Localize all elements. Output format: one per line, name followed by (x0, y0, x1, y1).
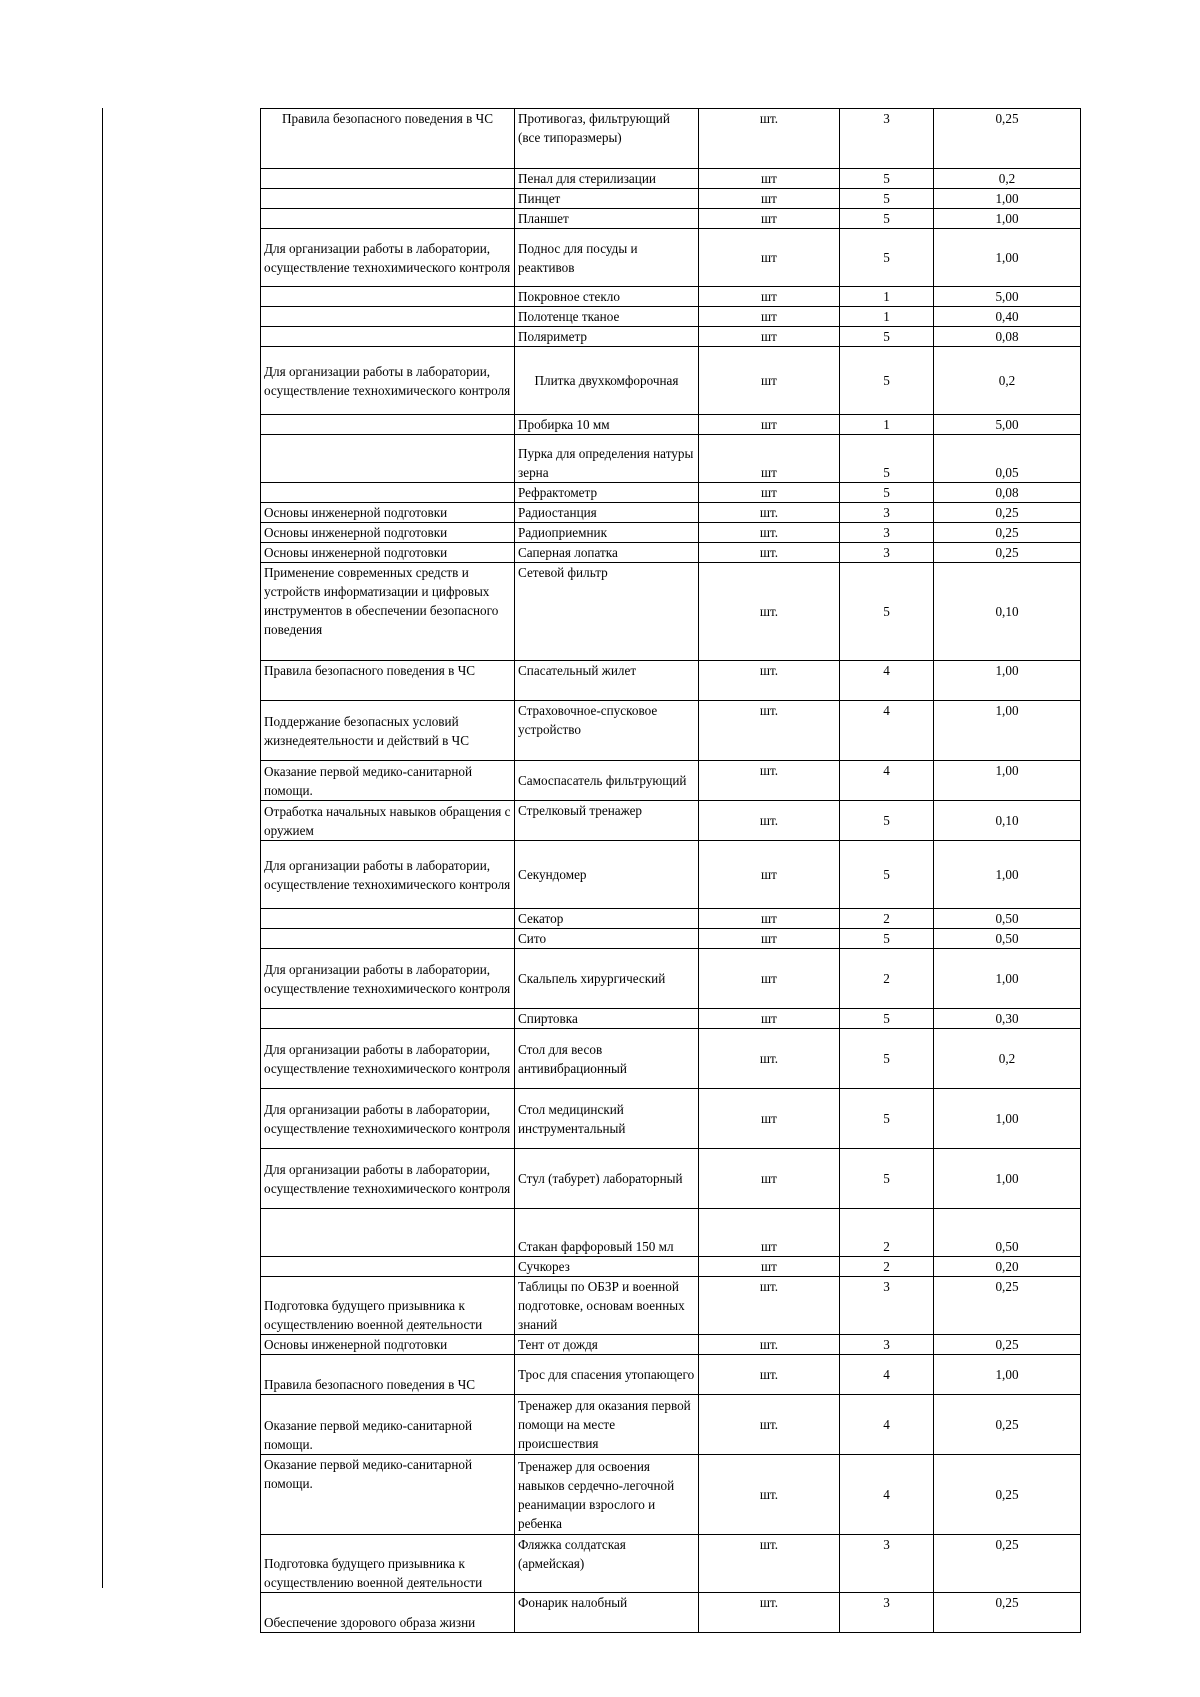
norm-cell: 1,00 (934, 661, 1081, 701)
purpose-cell: Применение современных средств и устройств информатизации и цифровых инструментов в обеспечении безопасного поведения (261, 563, 515, 661)
unit-cell: шт. (699, 563, 840, 661)
item-name-cell: Пробирка 10 мм (515, 415, 699, 435)
purpose-cell: Основы инженерной подготовки (261, 1335, 515, 1355)
item-name-cell: Рефрактометр (515, 483, 699, 503)
unit-cell: шт (699, 287, 840, 307)
quantity-cell: 4 (840, 701, 934, 761)
unit-cell: шт (699, 841, 840, 909)
quantity-cell: 3 (840, 109, 934, 169)
norm-cell: 0,05 (934, 435, 1081, 483)
norm-cell: 1,00 (934, 701, 1081, 761)
quantity-cell: 5 (840, 483, 934, 503)
purpose-cell: Отработка начальных навыков обращения с оружием (261, 801, 515, 841)
table-row (261, 563, 1081, 661)
quantity-cell: 3 (840, 1277, 934, 1335)
norm-cell: 0,40 (934, 307, 1081, 327)
unit-cell: шт. (699, 1335, 840, 1355)
quantity-cell: 2 (840, 909, 934, 929)
norm-cell: 0,50 (934, 929, 1081, 949)
table-row (261, 307, 1081, 327)
table-row (261, 1535, 1081, 1593)
purpose-cell: Оказание первой медико-санитарной помощи. (261, 1395, 515, 1455)
item-name-cell: Сетевой фильтр (515, 563, 699, 661)
unit-cell: шт (699, 415, 840, 435)
unit-cell: шт (699, 229, 840, 287)
unit-cell: шт (699, 435, 840, 483)
table-row (261, 801, 1081, 841)
quantity-cell: 5 (840, 189, 934, 209)
purpose-cell: Основы инженерной подготовки (261, 543, 515, 563)
quantity-cell: 5 (840, 169, 934, 189)
purpose-cell: Основы инженерной подготовки (261, 523, 515, 543)
quantity-cell: 5 (840, 1089, 934, 1149)
norm-cell: 0,25 (934, 1395, 1081, 1455)
table-row (261, 1009, 1081, 1029)
unit-cell: шт. (699, 503, 840, 523)
table-row (261, 949, 1081, 1009)
table-row (261, 841, 1081, 909)
unit-cell: шт. (699, 1395, 840, 1455)
purpose-cell: Правила безопасного поведения в ЧС (261, 109, 515, 169)
table-row (261, 347, 1081, 415)
table-row (261, 1277, 1081, 1335)
quantity-cell: 4 (840, 1455, 934, 1535)
purpose-cell: Для организации работы в лаборатории, осуществление технохимического контроля (261, 1149, 515, 1209)
table-row (261, 1455, 1081, 1535)
norm-cell: 5,00 (934, 287, 1081, 307)
unit-cell: шт. (699, 109, 840, 169)
quantity-cell: 5 (840, 563, 934, 661)
quantity-cell: 5 (840, 327, 934, 347)
table-row (261, 503, 1081, 523)
item-name-cell: Поднос для посуды и реактивов (515, 229, 699, 287)
quantity-cell: 4 (840, 661, 934, 701)
purpose-cell: Правила безопасного поведения в ЧС (261, 661, 515, 701)
quantity-cell: 5 (840, 229, 934, 287)
quantity-cell: 1 (840, 415, 934, 435)
unit-cell: шт (699, 169, 840, 189)
quantity-cell: 2 (840, 1257, 934, 1277)
unit-cell: шт (699, 327, 840, 347)
purpose-cell (261, 909, 515, 929)
norm-cell: 0,25 (934, 523, 1081, 543)
norm-cell: 1,00 (934, 1149, 1081, 1209)
norm-cell: 0,08 (934, 327, 1081, 347)
item-name-cell: Противогаз, фильтрующий (все типоразмеры) (515, 109, 699, 169)
table-row (261, 483, 1081, 503)
table-row (261, 229, 1081, 287)
item-name-cell: Секатор (515, 909, 699, 929)
item-name-cell: Фляжка солдатская (армейская) (515, 1535, 699, 1593)
item-name-cell: Тренажер для освоения навыков сердечно-легочной реанимации взрослого и ребенка (515, 1455, 699, 1535)
item-name-cell: Фонарик налобный (515, 1593, 699, 1633)
table-row (261, 1149, 1081, 1209)
norm-cell: 0,20 (934, 1257, 1081, 1277)
purpose-cell (261, 327, 515, 347)
item-name-cell: Скальпель хирургический (515, 949, 699, 1009)
table-row (261, 1335, 1081, 1355)
purpose-cell: Оказание первой медико-санитарной помощи. (261, 761, 515, 801)
norm-cell: 0,25 (934, 109, 1081, 169)
quantity-cell: 5 (840, 929, 934, 949)
purpose-cell (261, 435, 515, 483)
item-name-cell: Радиоприемник (515, 523, 699, 543)
table-row (261, 189, 1081, 209)
item-name-cell: Планшет (515, 209, 699, 229)
table-row (261, 169, 1081, 189)
quantity-cell: 3 (840, 1593, 934, 1633)
table-row (261, 1257, 1081, 1277)
purpose-cell (261, 483, 515, 503)
norm-cell: 1,00 (934, 841, 1081, 909)
unit-cell: шт. (699, 523, 840, 543)
table-row (261, 1209, 1081, 1257)
item-name-cell: Пенал для стерилизации (515, 169, 699, 189)
purpose-cell (261, 169, 515, 189)
purpose-cell: Для организации работы в лаборатории, осуществление технохимического контроля (261, 1089, 515, 1149)
item-name-cell: Радиостанция (515, 503, 699, 523)
item-name-cell: Стакан фарфоровый 150 мл (515, 1209, 699, 1257)
table-row (261, 929, 1081, 949)
purpose-cell: Основы инженерной подготовки (261, 503, 515, 523)
unit-cell: шт (699, 209, 840, 229)
unit-cell: шт (699, 909, 840, 929)
quantity-cell: 5 (840, 435, 934, 483)
purpose-cell: Обеспечение здорового образа жизни (261, 1593, 515, 1633)
norm-cell: 5,00 (934, 415, 1081, 435)
purpose-cell (261, 1209, 515, 1257)
quantity-cell: 3 (840, 1335, 934, 1355)
item-name-cell: Сито (515, 929, 699, 949)
norm-cell: 1,00 (934, 189, 1081, 209)
quantity-cell: 4 (840, 1355, 934, 1395)
quantity-cell: 5 (840, 841, 934, 909)
norm-cell: 0,10 (934, 801, 1081, 841)
purpose-cell: Правила безопасного поведения в ЧС (261, 1355, 515, 1395)
norm-cell: 0,2 (934, 347, 1081, 415)
unit-cell: шт. (699, 1355, 840, 1395)
item-name-cell: Самоспасатель фильтрующий (515, 761, 699, 801)
item-name-cell: Стол для весов антивибрационный (515, 1029, 699, 1089)
item-name-cell: Страховочное-спусковое устройство (515, 701, 699, 761)
purpose-cell: Для организации работы в лаборатории, осуществление технохимического контроля (261, 949, 515, 1009)
item-name-cell: Трос для спасения утопающего (515, 1355, 699, 1395)
table-row (261, 435, 1081, 483)
purpose-cell: Подготовка будущего призывника к осуществлению военной деятельности (261, 1277, 515, 1335)
purpose-cell (261, 209, 515, 229)
unit-cell: шт. (699, 1029, 840, 1089)
unit-cell: шт. (699, 761, 840, 801)
item-name-cell: Стол медицинский инструментальный (515, 1089, 699, 1149)
unit-cell: шт (699, 483, 840, 503)
quantity-cell: 1 (840, 287, 934, 307)
norm-cell: 1,00 (934, 761, 1081, 801)
quantity-cell: 5 (840, 1029, 934, 1089)
unit-cell: шт (699, 1149, 840, 1209)
quantity-cell: 4 (840, 1395, 934, 1455)
item-name-cell: Тент от дождя (515, 1335, 699, 1355)
item-name-cell: Стул (табурет) лабораторный (515, 1149, 699, 1209)
unit-cell: шт (699, 189, 840, 209)
unit-cell: шт. (699, 801, 840, 841)
norm-cell: 0,25 (934, 503, 1081, 523)
item-name-cell: Поляриметр (515, 327, 699, 347)
norm-cell: 0,25 (934, 1455, 1081, 1535)
item-name-cell: Полотенце тканое (515, 307, 699, 327)
quantity-cell: 5 (840, 209, 934, 229)
table-row (261, 327, 1081, 347)
quantity-cell: 5 (840, 1009, 934, 1029)
unit-cell: шт. (699, 1277, 840, 1335)
item-name-cell: Пинцет (515, 189, 699, 209)
norm-cell: 0,25 (934, 1335, 1081, 1355)
quantity-cell: 2 (840, 1209, 934, 1257)
norm-cell: 0,2 (934, 169, 1081, 189)
purpose-cell (261, 929, 515, 949)
table-row (261, 1395, 1081, 1455)
table-row (261, 543, 1081, 563)
unit-cell: шт. (699, 1535, 840, 1593)
quantity-cell: 3 (840, 1535, 934, 1593)
norm-cell: 1,00 (934, 949, 1081, 1009)
table-row (261, 287, 1081, 307)
norm-cell: 0,25 (934, 543, 1081, 563)
table-row (261, 1593, 1081, 1633)
norm-cell: 1,00 (934, 1089, 1081, 1149)
unit-cell: шт (699, 929, 840, 949)
unit-cell: шт (699, 1209, 840, 1257)
norm-cell: 1,00 (934, 209, 1081, 229)
quantity-cell: 3 (840, 523, 934, 543)
quantity-cell: 1 (840, 307, 934, 327)
quantity-cell: 2 (840, 949, 934, 1009)
table-row (261, 209, 1081, 229)
item-name-cell: Покровное стекло (515, 287, 699, 307)
purpose-cell: Оказание первой медико-санитарной помощи. (261, 1455, 515, 1535)
purpose-cell: Для организации работы в лаборатории, осуществление технохимического контроля (261, 841, 515, 909)
unit-cell: шт. (699, 1455, 840, 1535)
item-name-cell: Пурка для определения натуры зерна (515, 435, 699, 483)
purpose-cell: Для организации работы в лаборатории, осуществление технохимического контроля (261, 229, 515, 287)
norm-cell: 0,25 (934, 1535, 1081, 1593)
table-row (261, 909, 1081, 929)
table-row (261, 661, 1081, 701)
table-row (261, 1089, 1081, 1149)
norm-cell: 0,08 (934, 483, 1081, 503)
item-name-cell: Секундомер (515, 841, 699, 909)
quantity-cell: 5 (840, 347, 934, 415)
purpose-cell: Подготовка будущего призывника к осуществлению военной деятельности (261, 1535, 515, 1593)
item-name-cell: Спасательный жилет (515, 661, 699, 701)
item-name-cell: Плитка двухкомфорочная (515, 347, 699, 415)
item-name-cell: Стрелковый тренажер (515, 801, 699, 841)
equipment-table (260, 108, 1081, 1633)
purpose-cell: Для организации работы в лаборатории, осуществление технохимического контроля (261, 1029, 515, 1089)
unit-cell: шт (699, 949, 840, 1009)
unit-cell: шт (699, 1089, 840, 1149)
unit-cell: шт. (699, 543, 840, 563)
purpose-cell (261, 287, 515, 307)
norm-cell: 1,00 (934, 1355, 1081, 1395)
purpose-cell (261, 307, 515, 327)
table-row (261, 415, 1081, 435)
norm-cell: 0,25 (934, 1277, 1081, 1335)
item-name-cell: Спиртовка (515, 1009, 699, 1029)
unit-cell: шт. (699, 1593, 840, 1633)
margin-rule (102, 108, 103, 1588)
table-row (261, 1029, 1081, 1089)
table-row (261, 761, 1081, 801)
norm-cell: 0,50 (934, 909, 1081, 929)
purpose-cell (261, 415, 515, 435)
quantity-cell: 5 (840, 801, 934, 841)
norm-cell: 0,30 (934, 1009, 1081, 1029)
norm-cell: 0,50 (934, 1209, 1081, 1257)
purpose-cell: Для организации работы в лаборатории, осуществление технохимического контроля (261, 347, 515, 415)
quantity-cell: 3 (840, 543, 934, 563)
unit-cell: шт (699, 1257, 840, 1277)
table-row (261, 701, 1081, 761)
unit-cell: шт (699, 1009, 840, 1029)
purpose-cell: Поддержание безопасных условий жизнедеятельности и действий в ЧС (261, 701, 515, 761)
quantity-cell: 4 (840, 761, 934, 801)
norm-cell: 0,10 (934, 563, 1081, 661)
item-name-cell: Саперная лопатка (515, 543, 699, 563)
unit-cell: шт. (699, 701, 840, 761)
purpose-cell (261, 1257, 515, 1277)
item-name-cell: Сучкорез (515, 1257, 699, 1277)
purpose-cell (261, 1009, 515, 1029)
table-row (261, 109, 1081, 169)
norm-cell: 1,00 (934, 229, 1081, 287)
table-row (261, 523, 1081, 543)
unit-cell: шт (699, 347, 840, 415)
item-name-cell: Тренажер для оказания первой помощи на месте происшествия (515, 1395, 699, 1455)
purpose-cell (261, 189, 515, 209)
item-name-cell: Таблицы по ОБЗР и военной подготовке, основам военных знаний (515, 1277, 699, 1335)
quantity-cell: 3 (840, 503, 934, 523)
table-row (261, 1355, 1081, 1395)
quantity-cell: 5 (840, 1149, 934, 1209)
unit-cell: шт (699, 307, 840, 327)
unit-cell: шт. (699, 661, 840, 701)
norm-cell: 0,25 (934, 1593, 1081, 1633)
norm-cell: 0,2 (934, 1029, 1081, 1089)
